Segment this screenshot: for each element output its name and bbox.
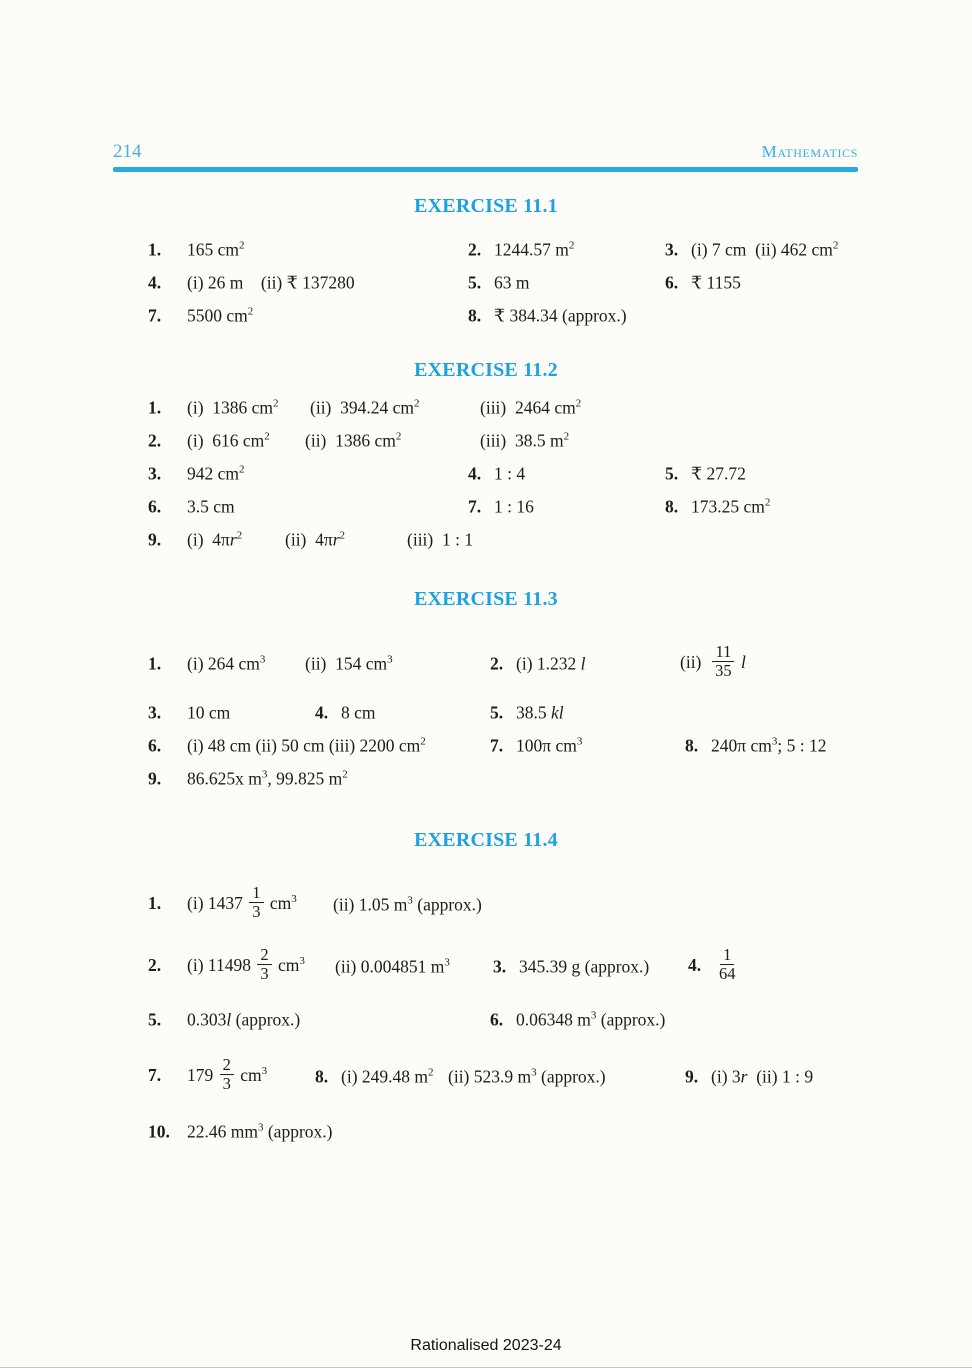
answer-number: 7.: [468, 496, 482, 516]
header-rule: [113, 167, 858, 172]
answer-item: [407, 529, 473, 550]
answer-item: [148, 463, 245, 484]
answer-item: [490, 1010, 665, 1031]
answer-item: [333, 895, 482, 916]
answer-text: ₹ 384.34 (approx.): [494, 305, 627, 325]
page-header: [113, 141, 858, 163]
answers-row: [0, 490, 972, 523]
fraction: $\frac{1}{64}$: [719, 945, 736, 984]
answers-content: [0, 183, 972, 1152]
answer-number: 2.: [148, 955, 162, 976]
answer-text: (iii) 1 : 1: [407, 529, 474, 549]
answer-item: [448, 1067, 606, 1088]
subject-label: Mathematics: [761, 142, 858, 161]
fraction: $\frac{2}{3}$: [220, 1056, 234, 1094]
answer-text: (ii) 523.9 $m^3$ (approx.): [448, 1066, 606, 1087]
answer-text: 10 cm: [187, 702, 231, 722]
answer-item: [148, 430, 270, 451]
answer-item: [468, 305, 627, 326]
answer-text: [714, 945, 741, 984]
answer-number: 6.: [665, 272, 679, 292]
answer-text: 179 $\frac{2}{3}$ $cm^3$: [187, 1055, 268, 1094]
answer-number: 4.: [148, 272, 162, 292]
answer-number: 8.: [468, 305, 482, 325]
answer-number: 8.: [685, 735, 699, 755]
answer-text: (i) 48 cm (ii) 50 cm (iii) 2200 $cm^2$: [187, 735, 426, 755]
answers-row: [0, 762, 972, 795]
section-rows: [0, 391, 972, 556]
answer-text: 0.06348 $m^3$ (approx.): [516, 1009, 666, 1030]
answer-item: [148, 397, 279, 418]
answer-number: 4.: [315, 702, 329, 722]
answer-item: [310, 397, 420, 418]
answer-item: [468, 496, 534, 517]
answer-item: [665, 239, 838, 260]
answer-number: 1.: [148, 653, 162, 674]
answer-item: [305, 430, 401, 451]
answers-row: [0, 266, 972, 299]
answer-text: (ii) 1.05 $m^3$ (approx.): [333, 894, 482, 915]
answer-item: [490, 735, 582, 756]
answers-row: [0, 729, 972, 762]
section-rows: [0, 632, 972, 795]
answer-number: 1.: [148, 893, 162, 914]
answer-item: [148, 883, 297, 924]
answer-item: [688, 945, 741, 986]
section-exercise-11-2: [0, 357, 972, 556]
answer-item: [480, 430, 569, 451]
section-exercise-11-3: [0, 586, 972, 795]
answer-number: 2.: [468, 239, 482, 259]
section-title: EXERCISE 11.3: [414, 588, 558, 610]
answer-item: [315, 1067, 434, 1088]
answer-text: (ii) $\frac{11}{35}$ l: [680, 642, 746, 681]
answer-item: [305, 654, 393, 675]
answer-item: [148, 1122, 333, 1143]
answer-item: [493, 957, 649, 978]
answers-row: [0, 1042, 972, 1112]
answer-number: 3.: [148, 702, 162, 722]
answers-row: [0, 936, 972, 998]
answers-row: [0, 299, 972, 332]
answer-item: [490, 702, 564, 723]
answer-number: 6.: [148, 496, 162, 516]
answer-item: [680, 642, 746, 683]
answers-row: [0, 424, 972, 457]
answer-number: 6.: [148, 735, 162, 755]
answer-item: [468, 272, 530, 293]
answer-text: (i) 1386 $cm^2$: [187, 397, 279, 417]
answers-row: [0, 523, 972, 556]
answer-text: ₹ 1155: [691, 272, 741, 292]
answer-number: 5.: [665, 463, 679, 483]
answer-text: 38.5 kl: [516, 702, 564, 722]
answer-number: 5.: [148, 1009, 162, 1030]
answer-item: [148, 305, 253, 326]
fraction: $\frac{1}{3}$: [249, 884, 263, 922]
section-title: EXERCISE 11.4: [414, 829, 558, 851]
answer-item: [148, 654, 265, 675]
answer-number: 10.: [148, 1121, 170, 1142]
answers-row: [0, 457, 972, 490]
answer-number: 8.: [665, 496, 679, 516]
answer-item: [148, 702, 230, 723]
answer-text: (i) 264 $cm^3$: [187, 653, 266, 674]
page-number: 214: [113, 141, 142, 162]
answer-item: [685, 1067, 813, 1088]
answer-text: 100π $cm^3$: [516, 735, 583, 755]
answer-number: 4.: [688, 955, 702, 976]
answer-item: [148, 945, 305, 986]
answer-number: 3.: [148, 463, 162, 483]
answer-text: (ii) 1386 $cm^2$: [305, 430, 402, 450]
answer-number: 9.: [148, 768, 162, 788]
answer-text: 22.46 $mm^3$ (approx.): [187, 1121, 333, 1142]
answer-text: (i) 1437 $\frac{1}{3}$ $cm^3$: [187, 883, 297, 922]
answer-item: [335, 957, 450, 978]
answer-item: [148, 529, 242, 550]
answer-text: 1 : 4: [494, 463, 526, 483]
answer-text: (i) 3r (ii) 1 : 9: [711, 1066, 814, 1087]
answer-number: 5.: [468, 272, 482, 292]
answer-text: 1244.57 $m^2$: [494, 239, 575, 259]
answer-text: (ii) 0.004851 $m^3$: [335, 956, 450, 977]
answer-item: [468, 239, 574, 260]
answer-number: 3.: [493, 956, 507, 977]
answer-text: (i) 7 cm (ii) 462 $cm^2$: [691, 239, 839, 259]
section-exercise-11-1: [0, 193, 972, 332]
answers-row: [0, 998, 972, 1042]
section-exercise-11-4: [0, 827, 972, 1152]
answer-item: [148, 768, 348, 789]
section-title: EXERCISE 11.2: [414, 359, 558, 381]
answer-text: 63 m: [494, 272, 530, 292]
answer-text: 86.625x $m^3$, 99.825 $m^2$: [187, 768, 348, 788]
answer-item: [148, 496, 235, 517]
answer-number: 9.: [148, 529, 162, 549]
answer-text: 0.303l (approx.): [187, 1009, 301, 1030]
answer-item: [315, 702, 376, 723]
answer-number: 8.: [315, 1066, 329, 1087]
answer-text: (i) 1.232 l: [516, 653, 586, 674]
fraction: $\frac{11}{35}$: [712, 643, 735, 681]
answer-item: [490, 654, 586, 675]
answers-row: [0, 1112, 972, 1152]
footer-note: Rationalised 2023-24: [410, 1337, 562, 1354]
answer-text: (i) 616 $cm^2$: [187, 430, 270, 450]
answer-text: 345.39 g (approx.): [519, 956, 650, 977]
answer-text: (i) 11498 $\frac{2}{3}$ $cm^3$: [187, 945, 305, 984]
answer-number: 2.: [148, 430, 162, 450]
answer-text: 3.5 cm: [187, 496, 235, 516]
answer-text: 5500 $cm^2$: [187, 305, 254, 325]
answer-item: [685, 735, 826, 756]
answer-number: 7.: [148, 305, 162, 325]
answer-number: 4.: [468, 463, 482, 483]
answer-text: (i) $4\pi r^2$: [187, 529, 243, 549]
answer-item: [148, 239, 245, 260]
answer-number: 2.: [490, 653, 504, 674]
answer-item: [148, 735, 426, 756]
answer-text: (iii) 2464 $cm^2$: [480, 397, 582, 417]
answer-item: [148, 1010, 300, 1031]
answers-row: [0, 632, 972, 696]
answer-text: 240π $cm^3$; 5 : 12: [711, 735, 827, 755]
answer-text: (i) 249.48 $m^2$: [341, 1066, 434, 1087]
answer-item: [480, 397, 581, 418]
answer-number: 3.: [665, 239, 679, 259]
answer-item: [665, 496, 770, 517]
answer-item: [665, 272, 741, 293]
answer-number: 5.: [490, 702, 504, 722]
answer-number: 1.: [148, 239, 162, 259]
answer-item: [665, 463, 746, 484]
answers-row: [0, 874, 972, 936]
answer-item: [468, 463, 525, 484]
answer-number: 1.: [148, 397, 162, 417]
answer-number: 6.: [490, 1009, 504, 1030]
section-rows: [0, 874, 972, 1152]
answer-text: 942 $cm^2$: [187, 463, 245, 483]
answer-text: (ii) $4\pi r^2$: [285, 529, 346, 549]
section-rows: [0, 233, 972, 332]
section-title: EXERCISE 11.1: [414, 195, 558, 217]
answers-row: [0, 391, 972, 424]
answer-text: 165 $cm^2$: [187, 239, 245, 259]
answer-text: (i) 26 m (ii) ₹ 137280: [187, 272, 355, 292]
answer-item: [285, 529, 345, 550]
answer-item: [148, 272, 355, 293]
answer-text: (ii) 154 $cm^3$: [305, 653, 393, 674]
answer-item: [148, 1055, 268, 1096]
answers-row: [0, 696, 972, 729]
answer-number: 9.: [685, 1066, 699, 1087]
fraction: $\frac{2}{3}$: [257, 946, 271, 984]
answer-text: 1 : 16: [494, 496, 534, 516]
answer-text: 8 cm: [341, 702, 376, 722]
answer-text: (ii) 394.24 $cm^2$: [310, 397, 420, 417]
answer-text: (iii) 38.5 $m^2$: [480, 430, 570, 450]
answer-text: 173.25 $cm^2$: [691, 496, 771, 516]
answer-text: ₹ 27.72: [691, 463, 746, 483]
answer-number: 7.: [148, 1065, 162, 1086]
answer-number: 7.: [490, 735, 504, 755]
answers-row: [0, 233, 972, 266]
